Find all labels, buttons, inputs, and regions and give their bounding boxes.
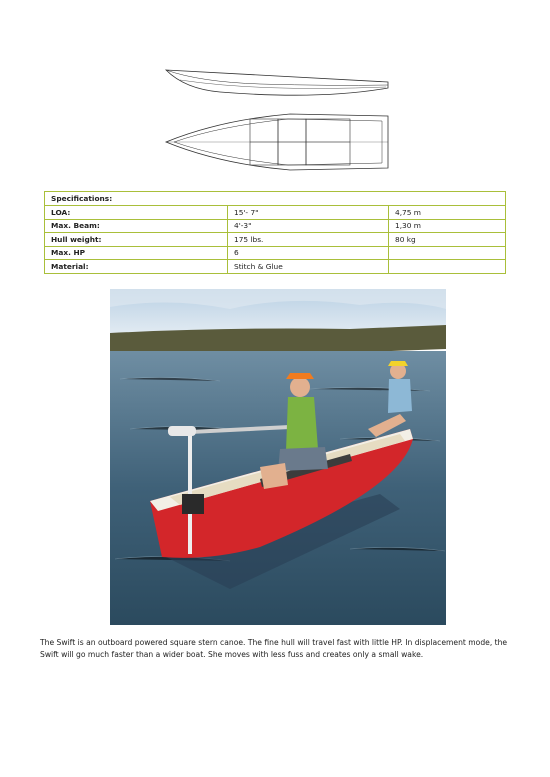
spec-label: Max. Beam: [45, 219, 228, 233]
specifications-table [44, 191, 506, 274]
boat-line-drawing [160, 62, 395, 182]
spec-metric: 1,30 m [389, 219, 506, 233]
spec-imperial: 175 lbs. [228, 233, 389, 247]
spec-metric: 80 kg [389, 233, 506, 247]
spec-metric: 4,75 m [389, 206, 506, 220]
plan-view [166, 114, 388, 170]
spec-row-material [45, 260, 506, 274]
spec-row-loa [45, 206, 506, 220]
spec-imperial: Stitch & Glue [228, 260, 389, 274]
specifications-header: Specifications: [45, 192, 506, 206]
boat-photo [110, 289, 446, 625]
spec-label: Max. HP [45, 246, 228, 260]
spec-metric [389, 260, 506, 274]
spec-label: LOA: [45, 206, 228, 220]
spec-imperial: 15'- 7" [228, 206, 389, 220]
spec-row-max-hp [45, 246, 506, 260]
side-profile [166, 70, 388, 95]
spec-imperial: 6 [228, 246, 389, 260]
spec-metric [389, 246, 506, 260]
spec-imperial: 4'-3" [228, 219, 389, 233]
specifications-header-row [45, 192, 506, 206]
spec-row-max-beam [45, 219, 506, 233]
spec-label: Hull weight: [45, 233, 228, 247]
spec-row-hull-weight [45, 233, 506, 247]
description-paragraph: The Swift is an outboard powered square stern canoe. The fine hull will travel fast with little HP. In displacement mode, the Swift will go much faster than a wider boat. She moves with less fuss and creates only a small wake. [40, 638, 508, 659]
spec-label: Material: [45, 260, 228, 274]
